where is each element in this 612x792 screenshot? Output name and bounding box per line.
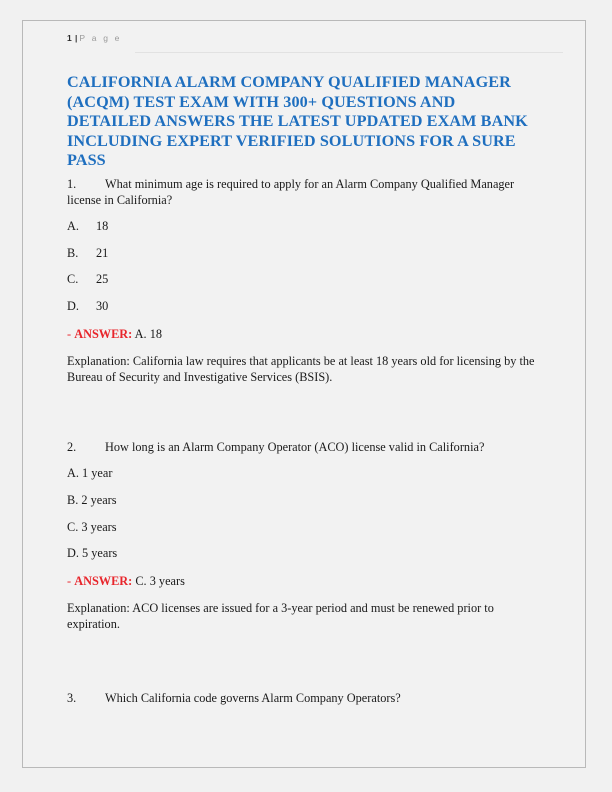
option-letter: D. [67,298,79,313]
section-gap [67,386,541,434]
answer-line-1 [67,327,541,343]
option-1-c[interactable] [67,272,541,288]
option-text: 5 years [82,546,118,561]
option-letter: B. [67,492,79,507]
option-text: 3 years [81,519,117,534]
option-text: 18 [96,219,109,234]
option-letter: D. [67,546,79,561]
page-title: CALIFORNIA ALARM COMPANY QUALIFIED MANAGER (ACQM) TEST EXAM WITH 300+ QUESTIONS AND DETAILED ANSWERS THE LATEST UPDATED EXAM BANK INCLUDING EXPERT VERIFIED SOLUTIONS FOR A SURE PASS [67,73,528,170]
option-2-b[interactable] [67,493,541,509]
option-text: 1 year [82,466,113,481]
header-divider [135,52,563,53]
page-header [23,21,585,59]
option-letter: C. [67,519,79,534]
option-2-c[interactable] [67,520,541,536]
answer-value: C. 3 years [135,573,185,588]
option-2-a[interactable] [67,466,541,482]
page-header-separator: | [75,33,78,43]
question-block-1 [67,177,541,386]
answer-keyword: ANSWER: [74,326,133,341]
page-word-label: P a g e [79,33,122,43]
option-text: 2 years [81,492,117,507]
question-text-3: Which California code governs Alarm Company Operators? [105,690,401,705]
answer-line-2 [67,574,541,590]
question-stem-1 [67,177,541,208]
page-number: 1 [67,33,73,43]
option-letter: C. [67,272,79,287]
option-letter: B. [67,245,79,260]
explanation-1: Explanation: California law requires that applicants be at least 18 years old for licensing by the Bureau of Security and Investigative Services (BSIS). [67,354,535,384]
option-1-b[interactable] [67,246,541,262]
question-text-2: How long is an Alarm Company Operator (ACO) license valid in California? [105,439,485,454]
answer-value: A. 18 [134,326,162,341]
question-block-3 [67,691,541,707]
option-letter: A. [67,466,79,481]
question-number-2: 2. [67,439,77,454]
option-2-d[interactable] [67,546,541,562]
question-number-1: 1. [67,176,77,191]
answer-dash: - [67,573,72,588]
answer-keyword: ANSWER: [74,573,133,588]
option-text: 21 [96,245,109,260]
page-header-label [67,34,122,43]
question-stem-3 [67,691,541,707]
question-stem-2 [67,440,541,456]
question-number-3: 3. [67,690,77,705]
option-1-d[interactable] [67,299,541,315]
option-text: 30 [96,298,109,313]
explanation-2: Explanation: ACO licenses are issued for a 3-year period and must be renewed prior to expiration. [67,601,494,632]
answer-dash: - [67,326,72,341]
question-text-1: What minimum age is required to apply for an Alarm Company Qualified Manager license in California? [67,176,515,207]
option-text: 25 [96,272,109,287]
option-letter: A. [67,219,79,234]
option-1-a[interactable] [67,219,541,235]
document-body [67,73,541,706]
section-gap [67,633,541,685]
document-page [22,20,586,768]
question-block-2 [67,440,541,633]
